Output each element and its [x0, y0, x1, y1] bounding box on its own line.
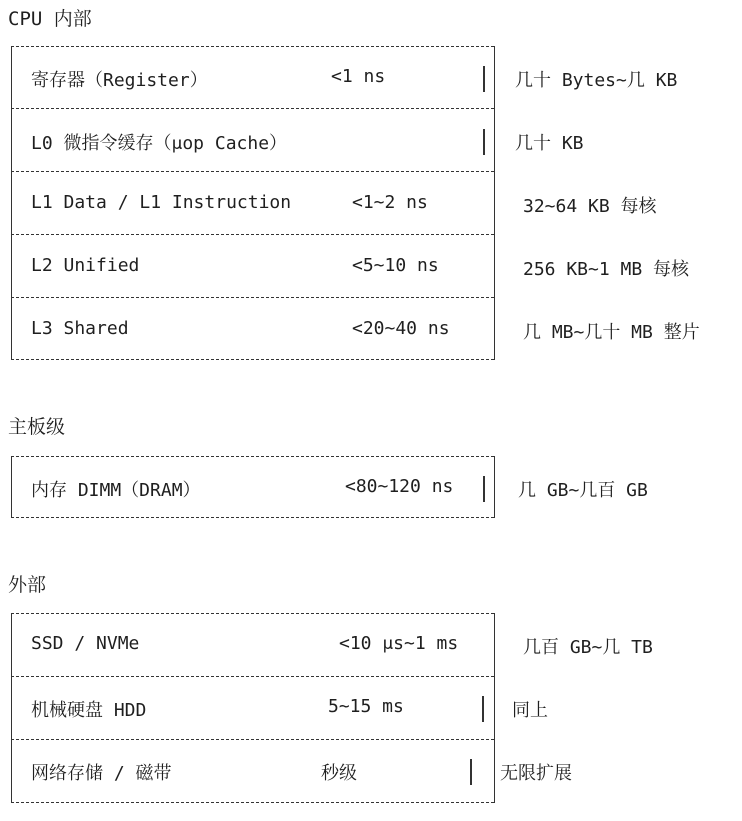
memory-level-name: 网络存储 / 磁带	[31, 763, 172, 784]
memory-level-name: SSD / NVMe	[31, 633, 140, 654]
memory-capacity: 几百 GB~几 TB	[523, 637, 653, 658]
row-divider	[11, 297, 494, 298]
memory-capacity: 几十 KB	[515, 133, 584, 154]
memory-level-name: L0 微指令缓存（μop Cache）	[31, 133, 288, 154]
memory-latency: 5~15 ms	[328, 696, 404, 717]
column-separator	[483, 129, 485, 155]
memory-latency: <1~2 ns	[352, 192, 428, 213]
row-divider	[11, 108, 494, 109]
table-border-bottom	[11, 517, 494, 518]
column-separator	[483, 66, 485, 92]
row-divider	[11, 676, 494, 677]
memory-capacity: 几十 Bytes~几 KB	[515, 70, 678, 91]
table-border-top	[11, 46, 494, 47]
section-title-cpu: CPU 内部	[8, 8, 92, 30]
table-border-bottom	[11, 359, 494, 360]
table-border-top	[11, 456, 494, 457]
memory-level-name: 机械硬盘 HDD	[31, 700, 147, 721]
memory-capacity: 几 GB~几百 GB	[518, 480, 648, 501]
section-title-external: 外部	[8, 574, 47, 596]
memory-level-name: L2 Unified	[31, 255, 140, 276]
memory-latency: <80~120 ns	[345, 476, 454, 497]
column-separator	[482, 696, 484, 722]
row-divider	[11, 739, 494, 740]
memory-latency: 秒级	[321, 763, 357, 784]
row-divider	[11, 171, 494, 172]
column-separator	[483, 476, 485, 502]
memory-latency: <1 ns	[331, 66, 386, 87]
memory-capacity: 几 MB~几十 MB 整片	[523, 322, 700, 343]
memory-level-name: L3 Shared	[31, 318, 129, 339]
column-separator	[470, 759, 472, 785]
memory-capacity: 256 KB~1 MB 每核	[523, 259, 690, 280]
memory-level-name: L1 Data / L1 Instruction	[31, 192, 292, 213]
memory-capacity: 无限扩展	[500, 763, 572, 784]
table-border-bottom	[11, 802, 494, 803]
row-divider	[11, 234, 494, 235]
memory-latency: <5~10 ns	[352, 255, 439, 276]
table-border-top	[11, 613, 494, 614]
memory-capacity: 同上	[512, 700, 548, 721]
memory-latency: <20~40 ns	[352, 318, 450, 339]
memory-level-name: 寄存器（Register）	[31, 70, 208, 91]
memory-latency: <10 μs~1 ms	[339, 633, 459, 654]
memory-level-name: 内存 DIMM（DRAM）	[31, 480, 201, 501]
section-title-motherboard: 主板级	[8, 416, 66, 438]
memory-capacity: 32~64 KB 每核	[523, 196, 657, 217]
